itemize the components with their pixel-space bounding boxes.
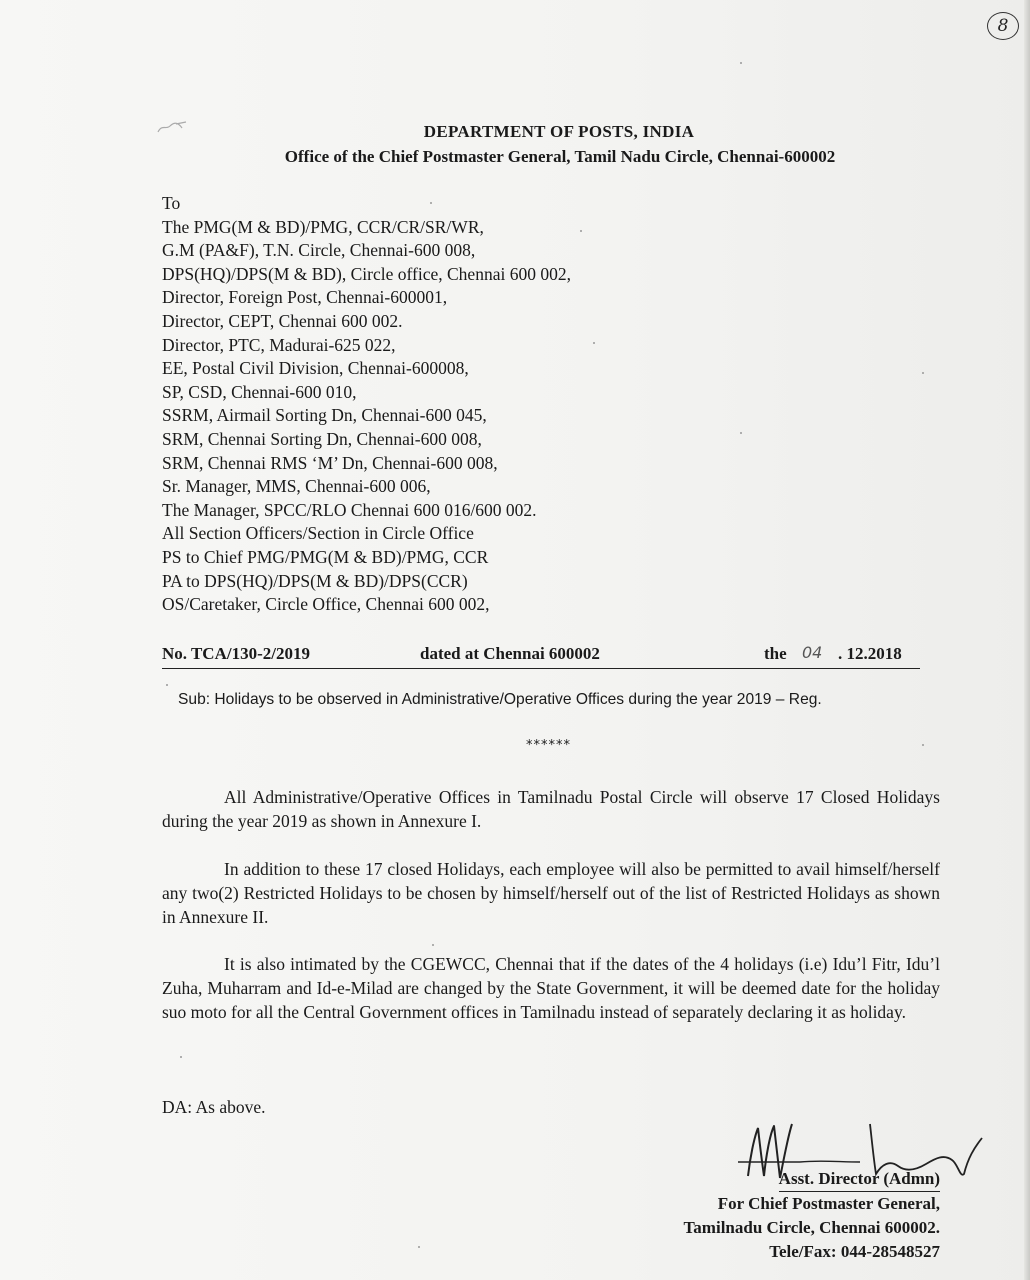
signatory-block — [684, 1167, 940, 1264]
addressee-line: Sr. Manager, MMS, Chennai-600 006, — [162, 476, 431, 497]
enclosure-note: DA: As above. — [162, 1097, 266, 1117]
body-paragraph — [162, 858, 940, 929]
addressee-line: SRM, Chennai Sorting Dn, Chennai-600 008, — [162, 428, 482, 449]
page-edge — [1024, 0, 1030, 1280]
addressee-line: The PMG(M & BD)/PMG, CCR/CR/SR/WR, — [162, 216, 484, 237]
addressee-line: Director, CEPT, Chennai 600 002. — [162, 310, 403, 331]
speck — [740, 432, 742, 434]
body-paragraph — [162, 786, 940, 834]
addressee-line: EE, Postal Civil Division, Chennai-600008, — [162, 358, 469, 379]
department-title: DEPARTMENT OF POSTS, INDIA — [423, 122, 695, 141]
reference-place: dated at Chennai 600002 — [420, 644, 600, 663]
speck — [430, 202, 432, 204]
signatory-office: Tamilnadu Circle, Chennai 600002. — [683, 1218, 940, 1237]
paragraph-text: In addition to these 17 closed Holidays, each employee will also be permitted to avail himself/herself any two(2) Restricted Holidays to be chosen by himself/herself out of the list of Restricted Holidays as shown in Annexure II. — [162, 859, 940, 927]
speck — [180, 1056, 182, 1058]
speck — [418, 1246, 420, 1248]
reference-the: the — [764, 644, 787, 663]
addressee-line: OS/Caretaker, Circle Office, Chennai 600 002, — [162, 594, 490, 615]
handwritten-day: 04 — [802, 643, 823, 662]
speck — [740, 62, 742, 64]
speck — [593, 342, 595, 344]
speck — [166, 684, 168, 686]
addressee-line: The Manager, SPCC/RLO Chennai 600 016/600 002. — [162, 499, 537, 520]
reference-date: . 12.2018 — [838, 644, 902, 663]
addressee-line: All Section Officers/Section in Circle Office — [162, 523, 474, 544]
addressee-line: Director, PTC, Madurai-625 022, — [162, 334, 396, 355]
addressee-list — [162, 192, 571, 617]
addressee-line: DPS(HQ)/DPS(M & BD), Circle office, Chennai 600 002, — [162, 263, 571, 284]
addressee-line: Director, Foreign Post, Chennai-600001, — [162, 287, 448, 308]
reference-number: No. TCA/130-2/2019 — [162, 644, 310, 663]
signatory-for: For Chief Postmaster General, — [717, 1194, 940, 1213]
addressee-line: SSRM, Airmail Sorting Dn, Chennai-600 045, — [162, 405, 487, 426]
addressee-line: SP, CSD, Chennai-600 010, — [162, 381, 357, 402]
signatory-designation: Asst. Director (Admn) — [779, 1167, 940, 1192]
body-paragraph — [162, 953, 940, 1024]
page-number: 8 — [987, 12, 1019, 40]
speck — [580, 230, 582, 232]
separator-stars: ****** — [526, 738, 571, 753]
office-subtitle: Office of the Chief Postmaster General, Tamil Nadu Circle, Chennai-600002 — [284, 147, 836, 166]
addressee-line: SRM, Chennai RMS ‘M’ Dn, Chennai-600 008, — [162, 452, 498, 473]
paragraph-text: It is also intimated by the CGEWCC, Chennai that if the dates of the 4 holidays (i.e) Idu’l Fitr, Idu’l Zuha, Muharram and Id-e-Milad are changed by the State Government, it will be deemed date for the holiday suo moto for all the Central Government offices in Tamilnadu instead of separately declaring it as holiday. — [162, 954, 940, 1022]
paragraph-text: All Administrative/Operative Offices in Tamilnadu Postal Circle will observe 17 Closed Holidays during the year 2019 as shown in Annexure I. — [162, 787, 940, 831]
signatory-contact: Tele/Fax: 044-28548527 — [769, 1242, 940, 1261]
speck — [922, 372, 924, 374]
subject-line: Sub: Holidays to be observed in Administrative/Operative Offices during the year 2019 – Reg. — [178, 691, 822, 708]
speck — [922, 744, 924, 746]
addressee-line: G.M (PA&F), T.N. Circle, Chennai-600 008, — [162, 240, 476, 261]
addressee-line: To — [162, 193, 181, 213]
addressee-line: PA to DPS(HQ)/DPS(M & BD)/DPS(CCR) — [162, 570, 468, 591]
letterhead — [0, 121, 1030, 169]
speck — [432, 944, 434, 946]
reference-line — [162, 644, 920, 669]
addressee-line: PS to Chief PMG/PMG(M & BD)/PMG, CCR — [162, 546, 489, 567]
